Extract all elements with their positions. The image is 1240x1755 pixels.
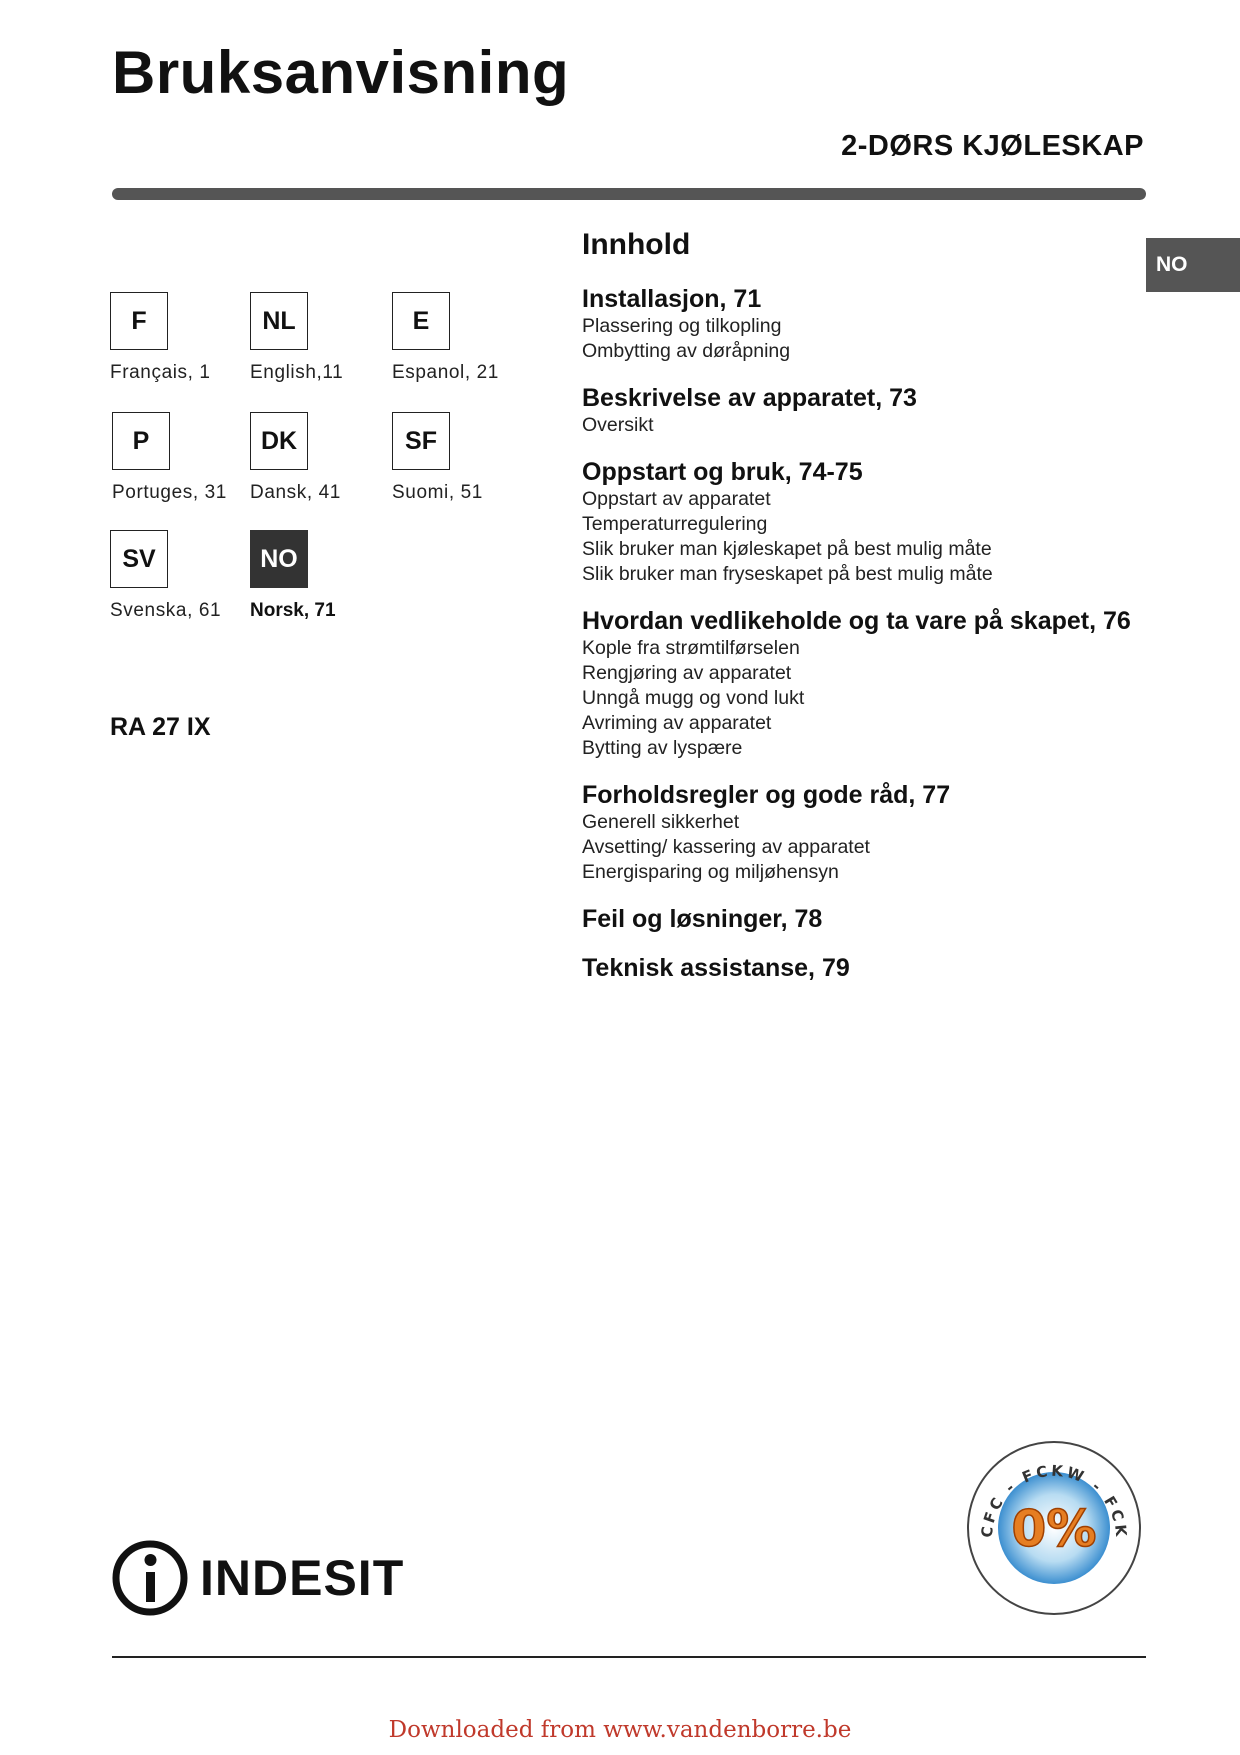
toc-item: Slik bruker man fryseskapet på best mulig måte bbox=[582, 563, 993, 585]
badge-ring-text: CFC - FCKW - FCK bbox=[977, 1461, 1131, 1540]
toc-section bbox=[582, 383, 1182, 438]
language-box-no[interactable]: NO bbox=[250, 530, 308, 588]
language-label-p: Portuges, 31 bbox=[112, 482, 227, 503]
toc-section bbox=[582, 606, 1182, 761]
toc-item: Rengjøring av apparatet bbox=[582, 662, 792, 684]
toc-section-title[interactable]: Feil og løsninger, 78 bbox=[582, 905, 823, 933]
language-label-e: Espanol, 21 bbox=[392, 362, 499, 383]
toc-item: Oversikt bbox=[582, 414, 654, 436]
language-label-f: Français, 1 bbox=[110, 362, 211, 383]
toc-section-title[interactable]: Installasjon, 71 bbox=[582, 285, 762, 313]
model-number: RA 27 IX bbox=[110, 713, 211, 741]
toc-item: Generell sikkerhet bbox=[582, 811, 740, 833]
toc-section-title[interactable]: Oppstart og bruk, 74-75 bbox=[582, 458, 863, 486]
language-label-sv: Svenska, 61 bbox=[110, 600, 222, 621]
toc-item: Unngå mugg og vond lukt bbox=[582, 687, 805, 709]
toc-item: Avriming av apparatet bbox=[582, 712, 772, 734]
toc-item: Slik bruker man kjøleskapet på best mulig måte bbox=[582, 538, 992, 560]
language-label-dk: Dansk, 41 bbox=[250, 482, 341, 503]
toc-item: Ombytting av døråpning bbox=[582, 340, 791, 362]
toc-section-title[interactable]: Teknisk assistanse, 79 bbox=[582, 954, 850, 982]
toc-section bbox=[582, 457, 1182, 587]
product-subtitle: 2-DØRS KJØLESKAP bbox=[841, 130, 1144, 162]
toc-section bbox=[582, 904, 1182, 934]
toc-section bbox=[582, 284, 1182, 364]
language-box-p[interactable]: P bbox=[112, 412, 170, 470]
language-label-sf: Suomi, 51 bbox=[392, 482, 483, 503]
toc-section-title[interactable]: Beskrivelse av apparatet, 73 bbox=[582, 384, 917, 412]
language-label-nl: English,11 bbox=[250, 362, 344, 383]
indesit-logo-icon bbox=[110, 1538, 190, 1618]
page-title: Bruksanvisning bbox=[112, 39, 570, 106]
toc-item: Temperaturregulering bbox=[582, 513, 768, 535]
toc-item: Plassering og tilkopling bbox=[582, 315, 782, 337]
toc-item: Avsetting/ kassering av apparatet bbox=[582, 836, 870, 858]
toc-section bbox=[582, 780, 1182, 885]
toc-item: Kople fra strømtilførselen bbox=[582, 637, 800, 659]
badge-center-text: 0% bbox=[1011, 1500, 1097, 1558]
download-link[interactable]: Downloaded from www.vandenborre.be bbox=[388, 1717, 852, 1743]
brand-name: INDESIT bbox=[200, 1550, 405, 1606]
table-of-contents bbox=[582, 228, 1182, 1002]
toc-section-title[interactable]: Hvordan vedlikeholde og ta vare på skapet, 76 bbox=[582, 607, 1131, 635]
toc-item: Oppstart av apparatet bbox=[582, 488, 771, 510]
language-box-sv[interactable]: SV bbox=[110, 530, 168, 588]
toc-item: Bytting av lyspære bbox=[582, 737, 743, 759]
language-tab: NO bbox=[1146, 238, 1240, 292]
language-label-no: Norsk, 71 bbox=[250, 600, 336, 621]
language-box-f[interactable]: F bbox=[110, 292, 168, 350]
toc-heading: Innhold bbox=[582, 228, 691, 261]
language-box-nl[interactable]: NL bbox=[250, 292, 308, 350]
language-box-dk[interactable]: DK bbox=[250, 412, 308, 470]
cfc-free-badge bbox=[964, 1438, 1144, 1623]
toc-item: Energisparing og miljøhensyn bbox=[582, 861, 839, 883]
toc-section-title[interactable]: Forholdsregler og gode råd, 77 bbox=[582, 781, 951, 809]
language-box-e[interactable]: E bbox=[392, 292, 450, 350]
indesit-logo bbox=[110, 1538, 404, 1618]
footer-divider bbox=[112, 1656, 1146, 1658]
language-box-sf[interactable]: SF bbox=[392, 412, 450, 470]
toc-section bbox=[582, 953, 1182, 983]
header-divider bbox=[112, 188, 1146, 200]
